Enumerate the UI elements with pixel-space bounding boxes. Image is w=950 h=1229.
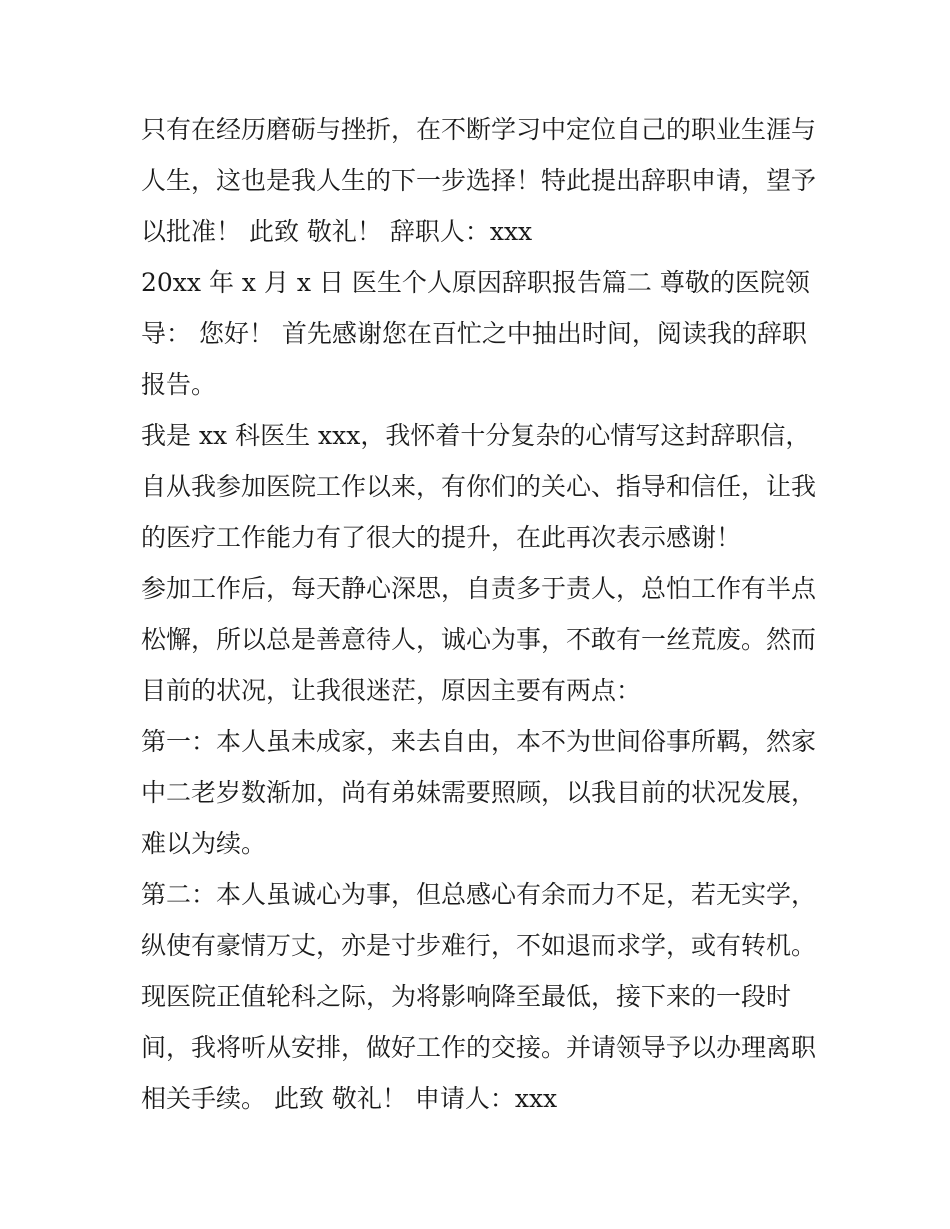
text-line: 目前的状况，让我很迷茫，原因主要有两点： — [141, 676, 642, 705]
text-line: 20xx 年 x 月 x 日 医生个人原因辞职报告篇二 尊敬的医院领 — [141, 268, 810, 297]
text-line: 报告。 — [141, 370, 217, 399]
text-line: 只有在经历磨砺与挫折，在不断学习中定位自己的职业生涯与 — [141, 115, 817, 144]
text-line: 现医院正值轮科之际，为将影响降至最低，接下来的一段时 — [141, 982, 792, 1011]
text-line: 松懈，所以总是善意待人，诚心为事，不敢有一丝荒废。然而 — [141, 625, 817, 654]
document-body — [141, 104, 821, 1124]
text-line: 参加工作后，每天静心深思，自责多于责人，总怕工作有半点 — [141, 574, 817, 603]
text-line: 纵使有豪情万丈，亦是寸步难行，不如退而求学，或有转机。 — [141, 931, 817, 960]
text-line: 第二：本人虽诚心为事，但总感心有余而力不足，若无实学， — [141, 880, 817, 909]
text-line: 我是 xx 科医生 xxx，我怀着十分复杂的心情写这封辞职信， — [141, 421, 811, 450]
text-line: 导： 您好！ 首先感谢您在百忙之中抽出时间，阅读我的辞职 — [141, 319, 807, 348]
text-line: 中二老岁数渐加，尚有弟妹需要照顾，以我目前的状况发展， — [141, 778, 817, 807]
text-line: 以批准！ 此致 敬礼！ 辞职人：xxx — [141, 217, 533, 246]
text-line: 的医疗工作能力有了很大的提升，在此再次表示感谢！ — [141, 523, 742, 552]
text-line: 相关手续。 此致 敬礼！ 申请人：xxx — [141, 1084, 558, 1113]
text-line: 自从我参加医院工作以来，有你们的关心、指导和信任，让我 — [141, 472, 817, 501]
text-line: 难以为续。 — [141, 829, 267, 858]
text-line: 第一：本人虽未成家，来去自由，本不为世间俗事所羁，然家 — [141, 727, 817, 756]
text-line: 人生，这也是我人生的下一步选择！特此提出辞职申请，望予 — [141, 166, 817, 195]
text-line: 间，我将听从安排，做好工作的交接。并请领导予以办理离职 — [141, 1033, 817, 1062]
